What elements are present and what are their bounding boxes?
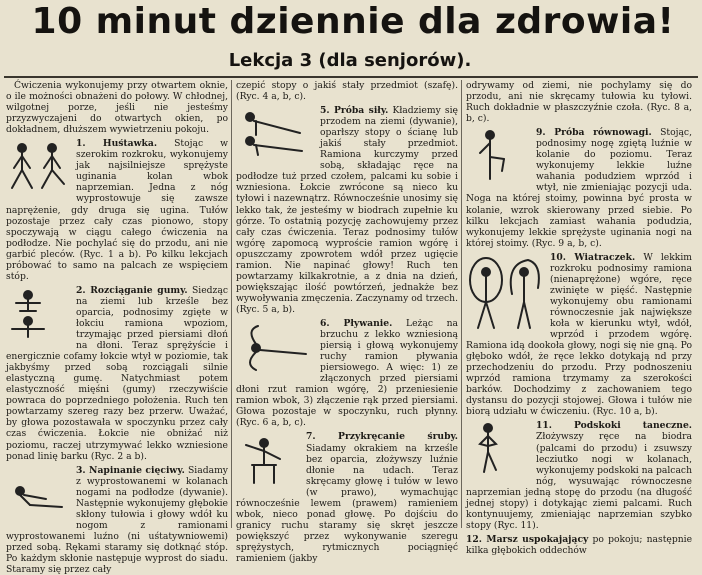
figure-2-stretch-illustration: [6, 287, 70, 341]
exercise-1-text: Stojąc w szerokim rozkroku, wykonujemy jak najsilniejsze sprężyste uginania kolan wbok naprzemian. Jedna z nóg wyprostowuje się zawsze naprężenie, gdy druga się ugina. Tułów pozostaje przez cały czas pionowo, stopy spoczywają w ciągu całego ćwiczenia na podłodze. Nie pochylać się do przodu, ani nie garbić pleców. (Ryc. 1 a b). Po kilku lekcjach próbować to samo na palcach ze wspięciem stóp.: [6, 138, 228, 282]
figure-1-swing-illustration: [6, 140, 70, 194]
column-divider-1: [231, 80, 232, 528]
lesson-subtitle: Lekcja 3 (dla senjorów).: [228, 50, 472, 71]
exercise-5: [236, 105, 458, 315]
exercise-6-text: Leżąc na brzuchu z lekko wzniesioną piersią i głową wykonujemy ruchy ramion pływania piersiowego. A więc: 1) ze złączonych przed piersiami dłoni rzut ramion wgórę, 2) przeniesienie ramion wbok, 3) złączenie rąk przed piersiami. Głowa pozostaje w spoczynku, ruch płynny. (Ryc. 6 a, b, c).: [236, 317, 458, 429]
exercise-11: [466, 420, 692, 530]
column-2: [236, 80, 458, 564]
exercise-6-title: 6. Pływanie.: [320, 317, 393, 329]
exercise-7-text: Siadamy okrakiem na krześle bez oparcia, złożywszy luźnie dłonie na udach. Teraz skręcamy głowę i tułów w lewo (w prawo), wymachując równocześnie lewem (prawem) ramieniem wbok, nieco ponad głowę. Po dojściu do granicy ruchu staramy się skręt jeszcze powiększyć przez wykonywanie szeregu sprężystych, rytmicznych pociągnięć ramieniem (jakby: [236, 442, 458, 564]
exercise-12-title: 12. Marsz uspokajający: [466, 533, 589, 545]
exercise-2-title: 2. Rozciąganie gumy.: [76, 284, 188, 296]
exercise-3-title: 3. Napinanie cięciwy.: [76, 464, 185, 476]
exercise-10-text: W lekkim rozkroku podnosimy ramiona (nienaprężone) wgóre, ręce zwinięte w pięść. Następnie wykonujemy obu ramionami równoczesnie jak największe koła w kierunku wtył, wdół, wprzód i przodem wgórę. Ramiona idą dookoła głowy, nogi się nie gną. Po głęboko wdół, że ręce lekko dotykają nd przy przechodzeniu do przodu. Przy podnoszeniu wprzód ramiona trzymamy za szerokości barków. Dochodzimy z zachowaniem tego dystansu do pozycji stojowej. Głowa i tułów nie biorą udziału w ćwiczeniu. (Ryc. 10 a, b).: [466, 251, 693, 418]
exercise-12: [466, 534, 692, 556]
continued-text-4: czepić stopy o jakiś stały przedmiot (szafę). (Ryc. 4 a, b, c).: [236, 80, 458, 103]
intro-paragraph: Ćwiczenia wykonujemy przy otwartem oknie, o ile możności obnażeni do połowy. W chłodnej, wilgotnej porze, jeśli nie jesteśmy przyzwyczajeni do otwartych okien, po dokładnem, dłuższem wywietrzeniu pokoju.: [6, 80, 228, 136]
figure-5-strength-illustration: [236, 107, 314, 161]
page-title: 10 minut dziennie dla zdrowia!: [31, 1, 675, 42]
continued-text-8: odrywamy od ziemi, nie pochylamy się do przodu, ani nie skręcamy tułowia ku tyłowi. Ruch dokładnie w płaszczyźnie czoła. (Ryc. 8 a, b, c).: [466, 80, 692, 125]
exercise-1-title: 1. Huśtawka.: [76, 138, 158, 150]
exercise-9-title: 9. Próba równowagi.: [536, 127, 652, 139]
exercise-6: [236, 318, 458, 428]
exercise-9-text: Stojąc, podnosimy nogę zgiętą luźnie w kolanie do poziomu. Teraz wykonujemy lekkie luźne wahania podudziem wprzód i wtył, nie zmieniając pozycji uda. Noga na której stoimy, powinna być prosta w kolanie, wzrok skierowany przed siebie. Po kilku lekcjach zamiast wahania podudzia, wykonujemy lekkie sprężyste uginania nogi na której stoimy. (Ryc. 9 a, b, c).: [466, 127, 693, 249]
figure-3-bowstring-illustration: [6, 467, 70, 521]
exercise-5-title: 5. Próba siły.: [320, 105, 389, 117]
figure-6-swimming-illustration: [236, 320, 314, 374]
column-3: [466, 80, 693, 556]
exercise-11-text: Złożywszy ręce na biodra (palcami do przodu) i zsuwszy lecziutko nogi w kolanach, wykonujemy podskoki na palcach nóg, wysuwając równoczesne naprzemian jedną stopę do przodu (na długość jednej stopy) i dotykając ziemi palcami. Ruch kontynuujemy, zmieniając naprzemian szybko stopy (Ryc. 11).: [466, 431, 692, 531]
exercise-3-text: Siadamy z wyprostowanemi w kolanach nogami na podłodze (dywanie). Następnie wykonujemy głębokie skłony tułowia i głowy wdół ku nogom z ramionami wyprostowanemi luźno (ni uśtatywniowemi) przed sobą. Rękami staramy się dotknąć stóp. Po każdym skłonie następuje wyprost do siadu. Staramy się przez cały: [6, 464, 228, 575]
exercise-7-title: 7. Przykręcanie śruby.: [306, 431, 458, 443]
title-divider: [4, 76, 698, 78]
exercise-9: [466, 127, 692, 249]
column-1: [6, 80, 228, 575]
exercise-5-text: Kładziemy się przodem na ziemi (dywanie), oparłszy stopy o ścianę lub jakiś stały przedmiot. Ramiona kurczymy przed sobą, składając ręce na podłodze tuż przed czołem, palcami ku sobie i wzniesiona. Łokcie zwrócone są nieco ku tyłowi i nazewnątrz. Równocześnie unosimy się lekko tak, że jesteśmy w biodrach zupełnie ku górze. To ostatnią pozycję zachowujemy przez cały czas ćwiczenia. Teraz podnosimy tułów wgórę zapomocą wyproście ramion wgórę i opuszczamy zpowrotem wdół przez ugięcie ramion. Nie napinać głowy! Ruch ten powtarzamy kilkakrotnie, a z dnia na dzień, powiększając ilość powtórzeń, jednakże bez wywoływania zmęczenia. Zaczynamy od trzech. (Ryc. 5 a, b).: [236, 105, 458, 315]
exercise-7: [236, 431, 458, 564]
figure-9-balance-illustration: [466, 129, 530, 183]
exercise-10-title: 10. Wiatraczek.: [550, 251, 636, 263]
exercise-12-text: po pokoju; następnie kilka głębokich oddechów: [466, 533, 693, 556]
figure-7-screw-illustration: [236, 433, 300, 487]
exercise-2-text: Siedząc na ziemi lub krześle bez oparcia, podnosimy zgięte w łokciu ramiona wpoziom, trzymając przed piersiami dłoń na dłoni. Teraz sprężyście i energicznie cofamy łokcie wtył w poziomie, tak jakbyśmy przed sobą rozciągali silnie elastyczną gumę. Natychmiast potem elastyczność mięśni (gumy) rzeczywiście powraca do poprzedniego położenia. Ruch ten powtarzamy szereg razy bez przerw. Uważać, by głowa pozostawała w spoczynku przez cały czas ćwiczenia. Łokcie nie obniżać niż poziomu, raczej utrzymywać lekko wzniesione ponad linię barku (Ryc. 2 a b).: [6, 284, 228, 462]
exercise-11-title: 11. Podskoki taneczne.: [536, 420, 692, 432]
column-divider-2: [461, 80, 462, 528]
figure-10-windmill-illustration: [466, 254, 544, 334]
exercise-2: [6, 285, 228, 462]
exercise-3: [6, 465, 228, 575]
exercise-10: [466, 252, 692, 418]
exercise-1: [6, 138, 228, 282]
figure-11-dance-hops-illustration: [466, 422, 530, 476]
